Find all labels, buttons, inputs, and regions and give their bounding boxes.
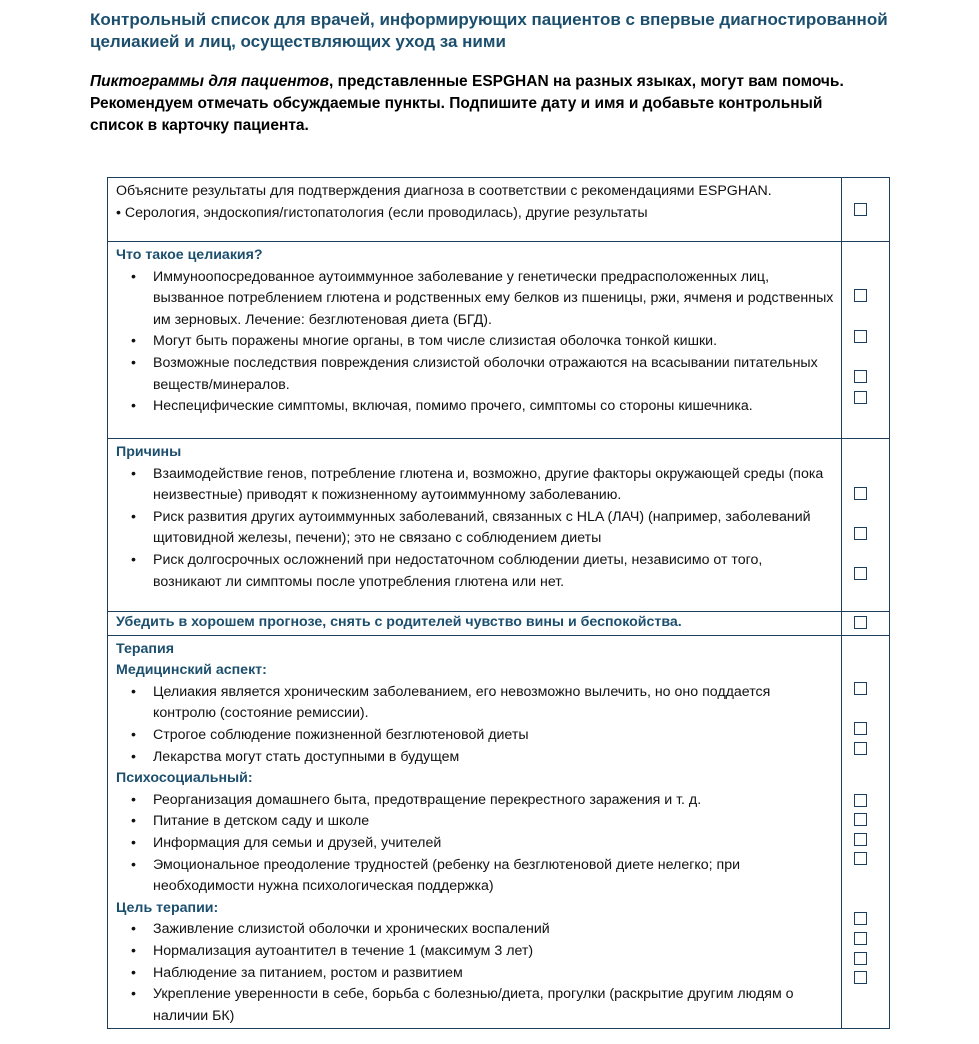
checklist-table	[107, 177, 890, 1029]
checkbox[interactable]	[854, 616, 867, 629]
row-text	[108, 178, 842, 242]
list-item: • Строгое соблюдение пожизненной безглютеновой диеты	[116, 725, 834, 747]
list-item: • Целиакия является хроническим заболеванием, его невозможно вылечить, но оно поддается контролю (состояние ремиссии).	[116, 682, 834, 725]
section-heading: Терапия	[116, 640, 174, 657]
list-item: • Иммуноопосредованное аутоиммунное заболевание у генетически предрасположенных лиц, вызванное потреблением глютена и родственных ему белков из пшеницы, ржи, ячменя и родственных им зерновых. Лечение: безглютеновая диета (БГД).	[116, 267, 834, 332]
checkbox[interactable]	[854, 852, 867, 865]
checkbox[interactable]	[854, 932, 867, 945]
intro-paragraph	[90, 71, 880, 137]
checkbox[interactable]	[854, 487, 867, 500]
checkbox[interactable]	[854, 742, 867, 755]
checkbox[interactable]	[854, 682, 867, 695]
list-item: • Нормализация аутоантител в течение 1 (максимум 3 лет)	[116, 941, 834, 963]
list-item: • Наблюдение за питанием, ростом и развитием	[116, 963, 834, 985]
bullet-list	[116, 919, 834, 1027]
intro-italic: Пиктограммы для пациентов	[90, 73, 329, 90]
checkbox-cell	[842, 635, 890, 1029]
list-item: • Укрепление уверенности в себе, борьба с болезнью/диета, прогулки (раскрытие другим людям о наличии БК)	[116, 984, 834, 1027]
list-item: • Заживление слизистой оболочки и хронических воспалений	[116, 919, 834, 941]
bullet-list	[116, 790, 834, 898]
list-item: • Питание в детском саду и школе	[116, 811, 834, 833]
diagnosis-detail: • Серология, эндоскопия/гистопатология (если проводилась), другие результаты	[116, 204, 648, 221]
checklist-row-prognosis	[108, 612, 890, 636]
checkbox[interactable]	[854, 794, 867, 807]
list-item: • Лекарства могут стать доступными в будущем	[116, 747, 834, 769]
checkbox-cell	[842, 612, 890, 636]
bullet-list	[116, 464, 834, 594]
subsection-heading: Психосоциальный:	[116, 770, 253, 787]
list-item: • Взаимодействие генов, потребление глютена и, возможно, другие факторы окружающей среды (пока неизвестные) приводят к пожизненному аутоиммунному заболеванию.	[116, 464, 834, 507]
checkbox[interactable]	[854, 813, 867, 826]
section-heading: Что такое целиакия?	[116, 247, 263, 263]
checkbox[interactable]	[854, 289, 867, 302]
checkbox[interactable]	[854, 833, 867, 846]
row-text	[108, 242, 842, 439]
checkbox[interactable]	[854, 203, 867, 216]
checkbox[interactable]	[854, 952, 867, 965]
checkbox[interactable]	[854, 370, 867, 383]
checkbox[interactable]	[854, 567, 867, 580]
list-item: • Неспецифические симптомы, включая, помимо прочего, симптомы со стороны кишечника.	[116, 396, 834, 418]
row-text	[108, 439, 842, 612]
intro-text: , представленные ESPGHAN на разных языках, могут вам помочь. Рекомендуем отмечать обсуждаемые пункты. Подпишите дату и имя и добавьте контрольный список в карточку пациента.	[90, 73, 844, 134]
checkbox[interactable]	[854, 912, 867, 925]
document-title: Контрольный список для врачей, информирующих пациентов с впервые диагностированной целиакией и лиц, осуществляющих уход за ними	[90, 10, 888, 51]
bullet-list	[116, 267, 834, 418]
checkbox[interactable]	[854, 971, 867, 984]
checkbox-cell	[842, 439, 890, 612]
row-text	[108, 635, 842, 1029]
list-item: • Могут быть поражены многие органы, в том числе слизистая оболочка тонкой кишки.	[116, 331, 834, 353]
checkbox-cell	[842, 178, 890, 242]
list-item: • Эмоциональное преодоление трудностей (ребенку на безглютеновой диете нелегко; при необходимости нужна психологическая поддержка)	[116, 855, 834, 898]
list-item: • Риск развития других аутоиммунных заболеваний, связанных с HLA (ЛАЧ) (например, заболеваний щитовидной железы, печени); это не связано с соблюдением диеты	[116, 507, 834, 550]
section-heading: Причины	[116, 444, 182, 460]
checklist-row-therapy	[108, 635, 890, 1029]
checklist-row-what	[108, 242, 890, 439]
list-item: • Возможные последствия повреждения слизистой оболочки отражаются на всасывании питательных веществ/минералов.	[116, 353, 834, 396]
list-item: • Информация для семьи и друзей, учителей	[116, 833, 834, 855]
subsection-heading: Медицинский аспект:	[116, 662, 267, 679]
subsection-heading: Цель терапии:	[116, 899, 219, 916]
list-item: • Реорганизация домашнего быта, предотвращение перекрестного заражения и т. д.	[116, 790, 834, 812]
diagnosis-text: Объясните результаты для подтверждения диагноза в соответствии с рекомендациями ESPGHAN.	[116, 183, 772, 199]
list-item: • Риск долгосрочных осложнений при недостаточном соблюдении диеты, независимо от того, возникают ли симптомы после употребления глютена или нет.	[116, 550, 834, 593]
checkbox-cell	[842, 242, 890, 439]
prognosis-text: Убедить в хорошем прогнозе, снять с родителей чувство вины и беспокойства.	[108, 612, 842, 636]
bullet-list	[116, 682, 834, 768]
checkbox[interactable]	[854, 330, 867, 343]
checkbox[interactable]	[854, 391, 867, 404]
checkbox[interactable]	[854, 527, 867, 540]
checklist-row-diagnosis	[108, 178, 890, 242]
checklist-row-causes	[108, 439, 890, 612]
checkbox[interactable]	[854, 722, 867, 735]
